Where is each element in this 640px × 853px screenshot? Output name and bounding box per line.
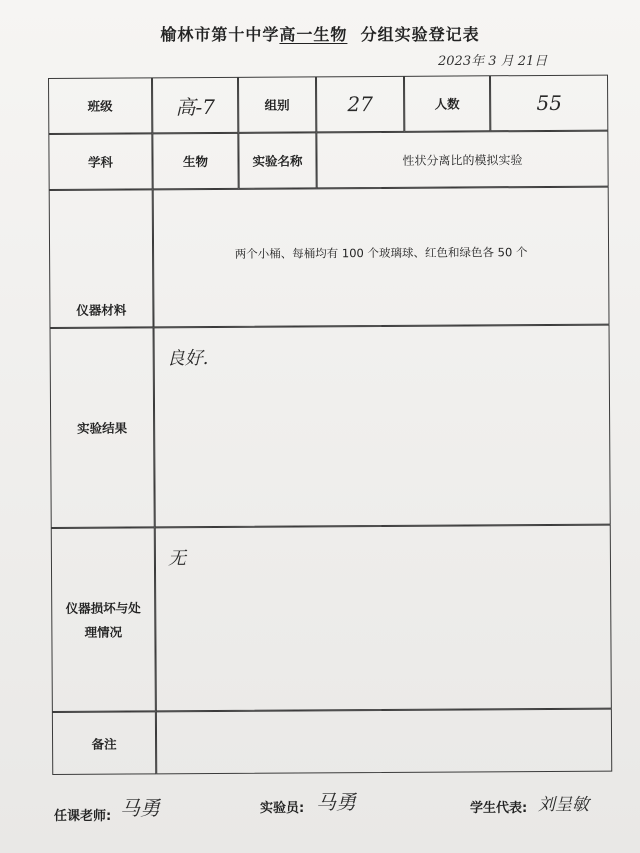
subject-label: 学科	[48, 133, 152, 190]
experiment-name-value: 性状分离比的模拟实验	[316, 131, 608, 189]
subject-value: 生物	[152, 133, 238, 190]
experiment-name-label: 实验名称	[238, 132, 316, 188]
group-value: 27	[316, 76, 404, 133]
form-date: 2023年 3 月 21日	[438, 54, 548, 69]
teacher-signature: 马勇	[120, 796, 160, 820]
class-label: 班级	[48, 77, 152, 134]
registration-table	[48, 75, 612, 775]
student-signature: 刘呈敏	[538, 795, 589, 815]
damage-value: 无	[155, 525, 612, 712]
experimenter-label: 实验员:	[260, 801, 305, 816]
class-value: 高-7	[152, 77, 238, 134]
materials-value: 两个小桶、每桶均有 100 个玻璃球、红色和绿色各 50 个	[153, 187, 610, 328]
materials-label: 仪器材料	[49, 189, 154, 328]
damage-label-line1: 仪器损坏与处	[65, 600, 141, 616]
experimenter-signature: 马勇	[316, 790, 356, 814]
damage-label	[51, 527, 156, 712]
count-label: 人数	[404, 75, 490, 132]
student-label: 学生代表:	[470, 801, 528, 816]
school-name: 榆林市第十中学	[160, 25, 280, 44]
group-label: 组别	[238, 76, 316, 132]
damage-label-line2: 理情况	[84, 624, 123, 640]
form-title	[0, 22, 640, 45]
form-name: 分组实验登记表	[360, 25, 480, 44]
remarks-label: 备注	[52, 711, 156, 775]
result-value: 良好.	[154, 325, 611, 528]
teacher-label: 任课老师:	[54, 809, 112, 824]
remarks-value	[156, 709, 612, 775]
result-label: 实验结果	[50, 327, 155, 528]
count-value: 55	[490, 75, 608, 132]
class-subject: 高一生物	[279, 25, 348, 44]
